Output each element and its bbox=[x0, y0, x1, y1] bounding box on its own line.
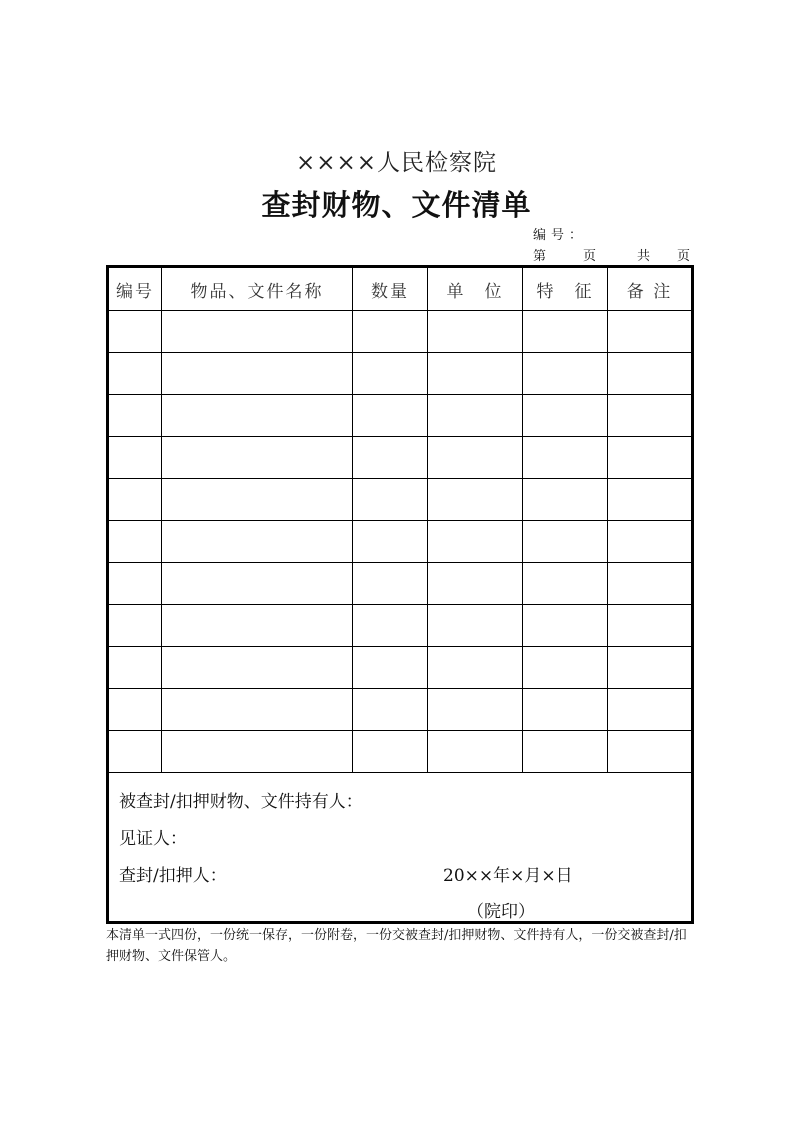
table-cell[interactable] bbox=[523, 437, 608, 479]
signature-row bbox=[108, 773, 693, 923]
document-title: 查封财物、文件清单 bbox=[261, 188, 532, 222]
table-cell[interactable] bbox=[108, 311, 162, 353]
table-cell[interactable] bbox=[428, 731, 523, 773]
table-cell[interactable] bbox=[523, 605, 608, 647]
table-cell[interactable] bbox=[162, 311, 353, 353]
table-row bbox=[108, 395, 693, 437]
table-header-row bbox=[108, 267, 693, 311]
table-row bbox=[108, 731, 693, 773]
table-row bbox=[108, 647, 693, 689]
table-cell[interactable] bbox=[108, 353, 162, 395]
witness-label: 见证人： bbox=[119, 829, 187, 849]
table-cell[interactable] bbox=[108, 479, 162, 521]
table-cell[interactable] bbox=[523, 521, 608, 563]
holder-label: 被查封/扣押财物、文件持有人： bbox=[119, 792, 363, 812]
table-cell[interactable] bbox=[162, 437, 353, 479]
table-cell[interactable] bbox=[608, 395, 693, 437]
table-cell[interactable] bbox=[353, 353, 428, 395]
items-table bbox=[106, 265, 694, 924]
table-cell[interactable] bbox=[608, 479, 693, 521]
table-cell[interactable] bbox=[428, 689, 523, 731]
page-unit: 页 bbox=[583, 249, 597, 264]
table-cell[interactable] bbox=[108, 563, 162, 605]
document-number-label: 编号： bbox=[533, 228, 588, 243]
table-cell[interactable] bbox=[108, 395, 162, 437]
table-cell[interactable] bbox=[608, 563, 693, 605]
table-cell[interactable] bbox=[162, 605, 353, 647]
table-cell[interactable] bbox=[162, 731, 353, 773]
table-cell[interactable] bbox=[608, 311, 693, 353]
column-header-number: 编号 bbox=[108, 267, 162, 311]
column-header-quantity: 数量 bbox=[353, 267, 428, 311]
table-cell[interactable] bbox=[162, 563, 353, 605]
table-row bbox=[108, 479, 693, 521]
column-header-remark: 备 注 bbox=[608, 267, 693, 311]
table-cell[interactable] bbox=[162, 353, 353, 395]
seal-text: （院印） bbox=[467, 902, 535, 922]
table-cell[interactable] bbox=[428, 605, 523, 647]
footnote: 本清单一式四份，一份统一保存，一份附卷，一份交被查封/扣押财物、文件持有人，一份交被查封/扣押财物、文件保管人。 bbox=[106, 928, 687, 964]
table-cell[interactable] bbox=[608, 647, 693, 689]
table-row bbox=[108, 563, 693, 605]
table-cell[interactable] bbox=[608, 353, 693, 395]
table-cell[interactable] bbox=[523, 479, 608, 521]
table-row bbox=[108, 437, 693, 479]
table-cell[interactable] bbox=[162, 647, 353, 689]
column-header-unit: 单 位 bbox=[428, 267, 523, 311]
table-cell[interactable] bbox=[608, 731, 693, 773]
table-cell[interactable] bbox=[353, 647, 428, 689]
signature-section bbox=[108, 773, 693, 923]
table-cell[interactable] bbox=[428, 647, 523, 689]
table-cell[interactable] bbox=[162, 479, 353, 521]
table-cell[interactable] bbox=[523, 353, 608, 395]
table-cell[interactable] bbox=[428, 437, 523, 479]
table-cell[interactable] bbox=[353, 395, 428, 437]
table-cell[interactable] bbox=[108, 731, 162, 773]
table-cell[interactable] bbox=[108, 647, 162, 689]
table-cell[interactable] bbox=[108, 689, 162, 731]
page-label: 第 bbox=[533, 249, 547, 264]
table-cell[interactable] bbox=[162, 689, 353, 731]
table-cell[interactable] bbox=[108, 521, 162, 563]
table-cell[interactable] bbox=[353, 689, 428, 731]
table-cell[interactable] bbox=[428, 521, 523, 563]
seizer-label: 查封/扣押人： bbox=[119, 866, 227, 886]
table-cell[interactable] bbox=[608, 437, 693, 479]
table-cell[interactable] bbox=[162, 395, 353, 437]
table-cell[interactable] bbox=[523, 563, 608, 605]
table-cell[interactable] bbox=[428, 311, 523, 353]
table-cell[interactable] bbox=[523, 395, 608, 437]
table-cell[interactable] bbox=[428, 395, 523, 437]
table-cell[interactable] bbox=[523, 311, 608, 353]
table-cell[interactable] bbox=[353, 731, 428, 773]
table-cell[interactable] bbox=[108, 605, 162, 647]
table-cell[interactable] bbox=[353, 311, 428, 353]
table-cell[interactable] bbox=[428, 353, 523, 395]
table-cell[interactable] bbox=[353, 605, 428, 647]
total-label: 共 bbox=[637, 249, 651, 264]
table-cell[interactable] bbox=[523, 647, 608, 689]
table-cell[interactable] bbox=[608, 521, 693, 563]
total-unit: 页 bbox=[677, 249, 691, 264]
table-cell[interactable] bbox=[523, 689, 608, 731]
column-header-name: 物品、文件名称 bbox=[162, 267, 353, 311]
table-row bbox=[108, 521, 693, 563]
table-cell[interactable] bbox=[108, 437, 162, 479]
table-cell[interactable] bbox=[353, 437, 428, 479]
table-cell[interactable] bbox=[608, 689, 693, 731]
table-cell[interactable] bbox=[353, 563, 428, 605]
table-cell[interactable] bbox=[353, 479, 428, 521]
table-cell[interactable] bbox=[608, 605, 693, 647]
date-text: 20××年×月×日 bbox=[443, 866, 573, 886]
table-row bbox=[108, 605, 693, 647]
table-cell[interactable] bbox=[353, 521, 428, 563]
table-row bbox=[108, 311, 693, 353]
table-row bbox=[108, 353, 693, 395]
table-cell[interactable] bbox=[428, 479, 523, 521]
table-cell[interactable] bbox=[523, 731, 608, 773]
table-cell[interactable] bbox=[428, 563, 523, 605]
organization-name: ××××人民检察院 bbox=[295, 150, 498, 176]
table-row bbox=[108, 689, 693, 731]
column-header-feature: 特 征 bbox=[523, 267, 608, 311]
table-cell[interactable] bbox=[162, 521, 353, 563]
